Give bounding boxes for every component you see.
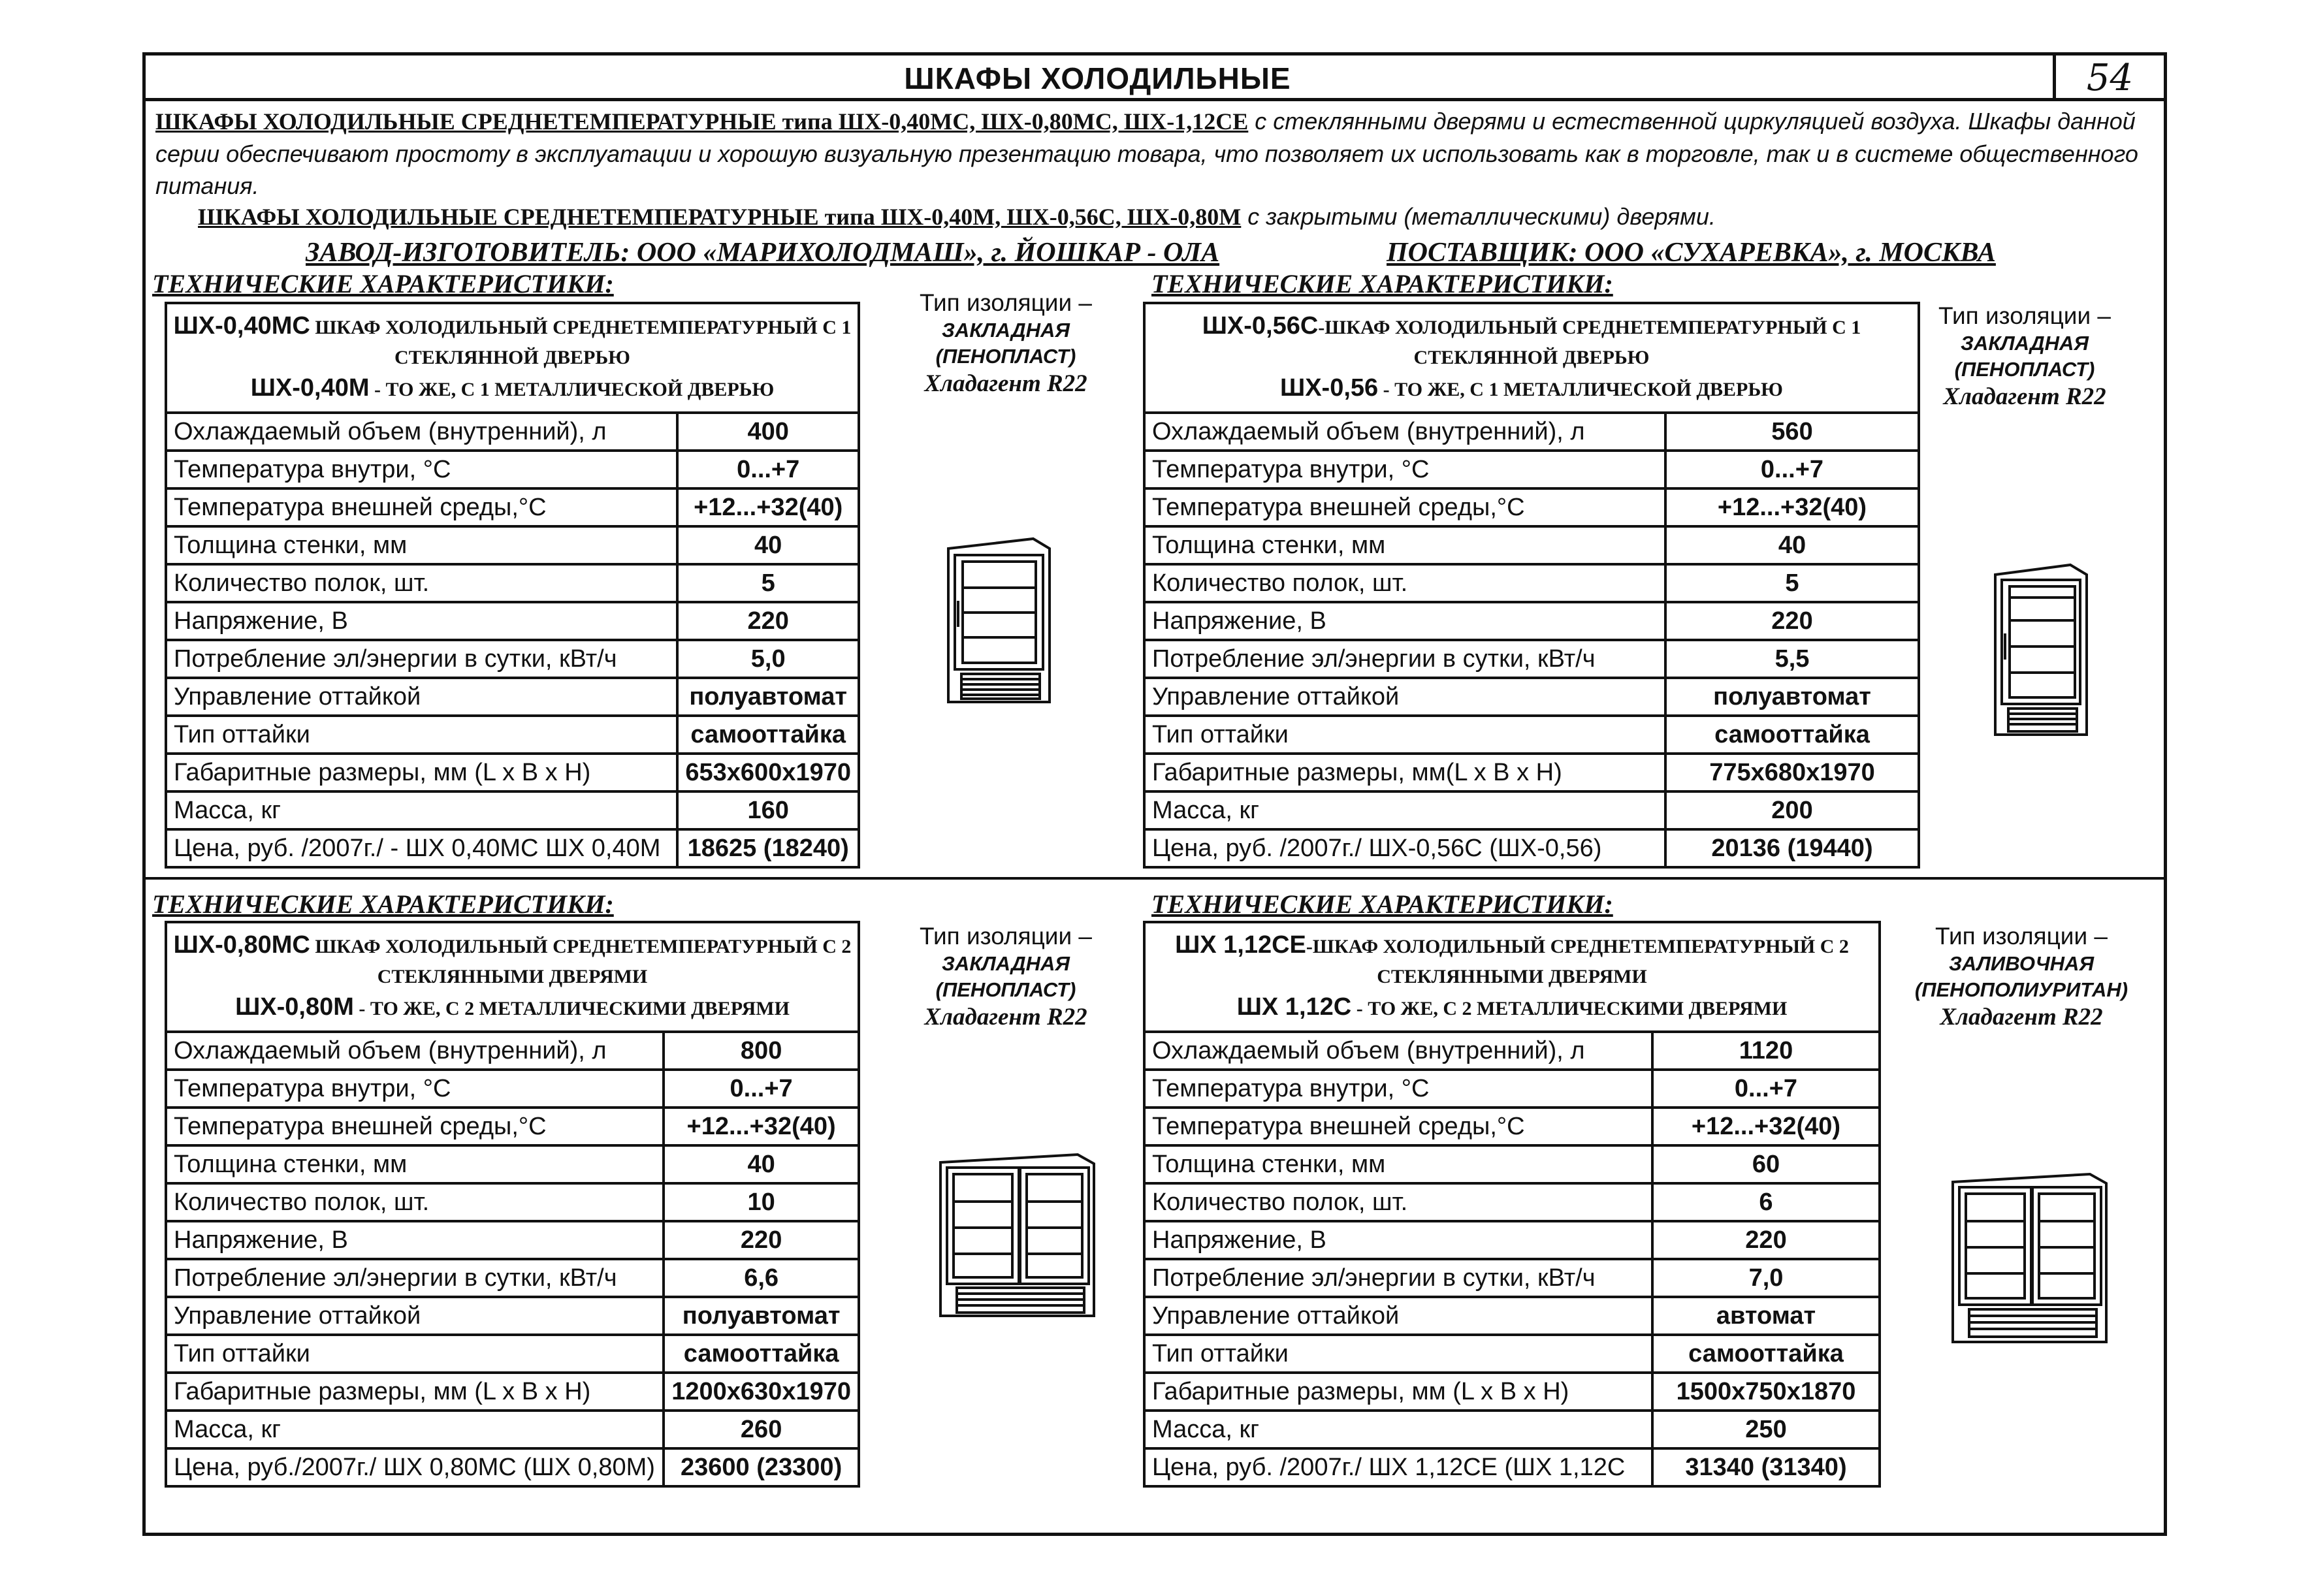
spec-label: Температура внутри, °С [166, 451, 677, 488]
spec-value: 560 [1665, 413, 1919, 451]
label-text: ЗАКЛАДНАЯ [942, 319, 1070, 342]
spec-value: 775x680x1970 [1665, 754, 1919, 791]
spec-label: Температура внешней среды,°С [1144, 488, 1665, 526]
intro-text-2: с закрытыми (металлическими) дверями. [1241, 203, 1716, 230]
page-number: 54 [2086, 57, 2134, 99]
spec-value: 0...+7 [1652, 1070, 1880, 1108]
spec-row [1144, 488, 1919, 526]
title-row [146, 56, 2164, 101]
label-text: ШХ 1,12С [1236, 993, 1352, 1021]
spec-value: 1120 [1652, 1032, 1880, 1070]
spec-value: 6 [1652, 1183, 1880, 1221]
spec-label: Температура внешней среды,°С [166, 1108, 664, 1145]
label-text: Тип изоляции – [1935, 923, 2108, 950]
spec-label: Управление оттайкой [166, 678, 677, 716]
spec-label: Температура внешней среды,°С [1144, 1108, 1652, 1145]
spec-value: 31340 (31340) [1652, 1448, 1880, 1486]
spec-value: 10 [664, 1183, 859, 1221]
spec-label: Потребление эл/энергии в сутки, кВт/ч [166, 1259, 664, 1297]
spec-label: Потребление эл/энергии в сутки, кВт/ч [1144, 640, 1665, 678]
spec-row [1144, 1221, 1880, 1259]
spec-label: Напряжение, В [166, 1221, 664, 1259]
spec-label: Количество полок, шт. [166, 564, 677, 602]
spec-row [166, 526, 859, 564]
spec-value: 400 [677, 413, 859, 451]
spec-label: Тип оттайки [166, 716, 677, 754]
spec-value: 800 [664, 1032, 859, 1070]
spec-value: полуавтомат [1665, 678, 1919, 716]
label-text: ШХ-0,80М [235, 993, 354, 1021]
spec-row [1144, 640, 1919, 678]
spec-label: Температура внутри, °С [166, 1070, 664, 1108]
section-heading: ТЕХНИЧЕСКИЕ ХАРАКТЕРИСТИКИ: [152, 889, 614, 919]
label-text: ШХ-0,40М [250, 374, 370, 402]
spec-label: Напряжение, В [1144, 1221, 1652, 1259]
label-text: - ТО ЖЕ, С 1 МЕТАЛЛИЧЕСКОЙ ДВЕРЬЮ [1378, 379, 1783, 400]
spec-value: 0...+7 [1665, 451, 1919, 488]
spec-row [166, 1070, 859, 1108]
single-door-cabinet-image [1985, 562, 2096, 744]
label-text: ШХ-0,80МС [173, 931, 310, 959]
label-text: (ПЕНОПОЛИУРИТАН) [1914, 978, 2128, 1001]
page-title: ШКАФЫ ХОЛОДИЛЬНЫЕ [904, 61, 1291, 95]
label-text: ЗАКЛАДНАЯ [1961, 332, 2089, 355]
spec-value: полуавтомат [664, 1297, 859, 1335]
spec-label: Охлаждаемый объем (внутренний), л [166, 1032, 664, 1070]
spec-row [166, 1032, 859, 1070]
spec-row [1144, 754, 1919, 791]
spec-value: 1500x750x1870 [1652, 1373, 1880, 1411]
spec-label: Цена, руб. /2007г./ - ШХ 0,40МС ШХ 0,40М [166, 829, 677, 867]
intro-heading-1: ШКАФЫ ХОЛОДИЛЬНЫЕ СРЕДНЕТЕМПЕРАТУРНЫЕ типа ШХ-0,40МС, ШХ-0,80МС, ШХ-1,12СЕ [155, 108, 1249, 135]
double-door-cabinet-image [1943, 1169, 2113, 1352]
spec-label: Тип оттайки [1144, 716, 1665, 754]
spec-row [1144, 526, 1919, 564]
spec-row [1144, 1145, 1880, 1183]
spec-row [1144, 1070, 1880, 1108]
spec-value: самооттайка [664, 1335, 859, 1373]
spec-label: Управление оттайкой [1144, 678, 1665, 716]
label-text: Хладагент R22 [1943, 383, 2106, 410]
label-text: ШХ-0,56 [1280, 374, 1379, 402]
spec-value: 6,6 [664, 1259, 859, 1297]
spec-label: Температура внешней среды,°С [166, 488, 677, 526]
spec-label: Цена, руб./2007г./ ШХ 0,80МС (ШХ 0,80М) [166, 1448, 664, 1486]
manufacturer: ЗАВОД-ИЗГОТОВИТЕЛЬ: ООО «МАРИХОЛОДМАШ», г. ЙОШКАР - ОЛА [306, 238, 1220, 268]
section-divider [146, 877, 2164, 880]
spec-row [1144, 829, 1919, 867]
section-heading: ТЕХНИЧЕСКИЕ ХАРАКТЕРИСТИКИ: [1151, 269, 1613, 298]
label-text: Хладагент R22 [924, 1004, 1087, 1030]
spec-value: 250 [1652, 1411, 1880, 1448]
intro-paragraph-2 [198, 200, 2200, 233]
label-text: Тип изоляции – [1938, 302, 2111, 329]
spec-value: 220 [677, 602, 859, 640]
spec-row [166, 1145, 859, 1183]
spec-value: 18625 (18240) [677, 829, 859, 867]
spec-label: Напряжение, В [166, 602, 677, 640]
spec-row [1144, 678, 1919, 716]
intro-heading-2: ШКАФЫ ХОЛОДИЛЬНЫЕ СРЕДНЕТЕМПЕРАТУРНЫЕ типа ШХ-0,40М, ШХ-0,56С, ШХ-0,80М [198, 204, 1242, 230]
spec-row [166, 1297, 859, 1335]
insulation-note [875, 922, 1136, 1032]
spec-row [166, 1259, 859, 1297]
spec-value: 20136 (19440) [1665, 829, 1919, 867]
spec-value: 5 [677, 564, 859, 602]
spec-row [1144, 791, 1919, 829]
spec-row [166, 1221, 859, 1259]
insulation-note [1917, 302, 2132, 411]
spec-value: самооттайка [1652, 1335, 1880, 1373]
spec-label: Охлаждаемый объем (внутренний), л [1144, 1032, 1652, 1070]
spec-label: Габаритные размеры, мм (L x B x H) [1144, 1373, 1652, 1411]
spec-label: Толщина стенки, мм [166, 526, 677, 564]
spec-label: Напряжение, В [1144, 602, 1665, 640]
label-text: (ПЕНОПЛАСТ) [935, 978, 1076, 1001]
spec-value: 5,0 [677, 640, 859, 678]
spec-label: Охлаждаемый объем (внутренний), л [1144, 413, 1665, 451]
spec-row [166, 754, 859, 791]
spec-row [1144, 1108, 1880, 1145]
spec-label: Потребление эл/энергии в сутки, кВт/ч [1144, 1259, 1652, 1297]
spec-label: Тип оттайки [166, 1335, 664, 1373]
spec-row [166, 413, 859, 451]
spec-label: Охлаждаемый объем (внутренний), л [166, 413, 677, 451]
spec-value: 23600 (23300) [664, 1448, 859, 1486]
label-text: ШХ-0,40МС [173, 312, 310, 340]
spec-row [1144, 1259, 1880, 1297]
spec-value: +12...+32(40) [1652, 1108, 1880, 1145]
spec-label: Масса, кг [1144, 791, 1665, 829]
spec-label: Габаритные размеры, мм (L x B x H) [166, 754, 677, 791]
intro-text-1: с стеклянными дверями и естественной циркуляцией воздуха. Шкафы данной серии обеспечивают простоту в эксплуатации и хорошую визуальную презентацию товара, что позволяет их использовать как в торговле, так и в системе общественного питания. [155, 108, 2138, 199]
spec-value: 40 [1665, 526, 1919, 564]
spec-value: 200 [1665, 791, 1919, 829]
page-number-box [2053, 56, 2164, 98]
label-text: - ТО ЖЕ, С 1 МЕТАЛЛИЧЕСКОЙ ДВЕРЬЮ [369, 379, 775, 400]
spec-table-header [1144, 303, 1919, 413]
spec-value: автомат [1652, 1297, 1880, 1335]
spec-row [166, 1373, 859, 1411]
section-heading: ТЕХНИЧЕСКИЕ ХАРАКТЕРИСТИКИ: [152, 269, 614, 298]
spec-row [166, 564, 859, 602]
spec-value: 7,0 [1652, 1259, 1880, 1297]
label-text: ШКАФ ХОЛОДИЛЬНЫЙ СРЕДНЕТЕМПЕРАТУРНЫЙ С 1 СТЕКЛЯННОЙ ДВЕРЬЮ [310, 317, 852, 368]
label-text: ШХ-0,56С [1202, 312, 1319, 340]
spec-row [1144, 1373, 1880, 1411]
spec-value: +12...+32(40) [677, 488, 859, 526]
spec-label: Габаритные размеры, мм(L x B x H) [1144, 754, 1665, 791]
spec-table-sh-056 [1143, 302, 1920, 869]
spec-row [1144, 1335, 1880, 1373]
insulation-note [875, 289, 1136, 398]
spec-row [1144, 602, 1919, 640]
spec-value: +12...+32(40) [664, 1108, 859, 1145]
spec-value: 1200x630x1970 [664, 1373, 859, 1411]
spec-value: 0...+7 [677, 451, 859, 488]
spec-row [1144, 1297, 1880, 1335]
spec-value: +12...+32(40) [1665, 488, 1919, 526]
spec-row [166, 602, 859, 640]
label-text: (ПЕНОПЛАСТ) [935, 345, 1076, 368]
spec-value: 220 [1652, 1221, 1880, 1259]
spec-value: полуавтомат [677, 678, 859, 716]
label-text: - ТО ЖЕ, С 2 МЕТАЛЛИЧЕСКИМИ ДВЕРЯМИ [1351, 998, 1788, 1019]
spec-row [1144, 413, 1919, 451]
spec-value: 260 [664, 1411, 859, 1448]
label-text: - ТО ЖЕ, С 2 МЕТАЛЛИЧЕСКИМИ ДВЕРЯМИ [353, 998, 790, 1019]
spec-row [166, 451, 859, 488]
spec-row [166, 791, 859, 829]
spec-table-header [166, 922, 859, 1032]
spec-label: Температура внутри, °С [1144, 1070, 1652, 1108]
spec-row [166, 1183, 859, 1221]
supplier: ПОСТАВЩИК: ООО «СУХАРЕВКА», г. МОСКВА [1387, 238, 1996, 268]
spec-row [1144, 451, 1919, 488]
spec-label: Цена, руб. /2007г./ ШХ-0,56С (ШХ-0,56) [1144, 829, 1665, 867]
spec-label: Управление оттайкой [1144, 1297, 1652, 1335]
label-text: (ПЕНОПЛАСТ) [1954, 358, 2095, 381]
spec-value: самооттайка [1665, 716, 1919, 754]
spec-row [1144, 1448, 1880, 1486]
spec-value: 40 [664, 1145, 859, 1183]
spec-row [166, 1448, 859, 1486]
label-text: ЗАЛИВОЧНАЯ [1948, 952, 2095, 975]
spec-label: Толщина стенки, мм [1144, 526, 1665, 564]
spec-row [166, 640, 859, 678]
spec-table-sh-040 [165, 302, 860, 869]
spec-label: Цена, руб. /2007г./ ШХ 1,12СЕ (ШХ 1,12С [1144, 1448, 1652, 1486]
spec-row [1144, 564, 1919, 602]
spec-label: Габаритные размеры, мм (L x B x H) [166, 1373, 664, 1411]
spec-label: Масса, кг [166, 1411, 664, 1448]
label-text: -ШКАФ ХОЛОДИЛЬНЫЙ СРЕДНЕТЕМПЕРАТУРНЫЙ С 1 СТЕКЛЯННОЙ ДВЕРЬЮ [1318, 317, 1861, 368]
spec-row [166, 1108, 859, 1145]
spec-row [166, 1335, 859, 1373]
spec-value: 220 [1665, 602, 1919, 640]
spec-label: Количество полок, шт. [166, 1183, 664, 1221]
spec-row [166, 716, 859, 754]
spec-table-header [166, 303, 859, 413]
spec-label: Температура внутри, °С [1144, 451, 1665, 488]
section-heading: ТЕХНИЧЕСКИЕ ХАРАКТЕРИСТИКИ: [1151, 889, 1613, 919]
spec-row [1144, 1183, 1880, 1221]
spec-value: самооттайка [677, 716, 859, 754]
spec-label: Количество полок, шт. [1144, 564, 1665, 602]
spec-row [166, 1411, 859, 1448]
spec-row [1144, 1411, 1880, 1448]
spec-row [166, 829, 859, 867]
label-text: -ШКАФ ХОЛОДИЛЬНЫЙ СРЕДНЕТЕМПЕРАТУРНЫЙ С 2 СТЕКЛЯННЫМИ ДВЕРЯМИ [1306, 936, 1849, 987]
intro-paragraph-1 [155, 105, 2157, 202]
label-text: Хладагент R22 [924, 370, 1087, 397]
label-text: Тип изоляции – [920, 923, 1092, 950]
spec-value: 0...+7 [664, 1070, 859, 1108]
spec-label: Потребление эл/энергии в сутки, кВт/ч [166, 640, 677, 678]
spec-row [1144, 716, 1919, 754]
spec-value: 160 [677, 791, 859, 829]
spec-label: Количество полок, шт. [1144, 1183, 1652, 1221]
label-text: Тип изоляции – [920, 289, 1092, 316]
double-door-cabinet-image [931, 1149, 1100, 1326]
spec-table-header [1144, 922, 1880, 1032]
spec-label: Управление оттайкой [166, 1297, 664, 1335]
single-door-cabinet-image [935, 535, 1059, 712]
spec-label: Масса, кг [166, 791, 677, 829]
spec-row [166, 678, 859, 716]
label-text: Хладагент R22 [1940, 1004, 2103, 1030]
spec-label: Толщина стенки, мм [1144, 1145, 1652, 1183]
label-text: ШКАФ ХОЛОДИЛЬНЫЙ СРЕДНЕТЕМПЕРАТУРНЫЙ С 2 СТЕКЛЯННЫМИ ДВЕРЯМИ [310, 936, 852, 987]
spec-label: Масса, кг [1144, 1411, 1652, 1448]
spec-value: 220 [664, 1221, 859, 1259]
spec-table-sh-112 [1143, 921, 1881, 1488]
spec-label: Тип оттайки [1144, 1335, 1652, 1373]
spec-value: 5,5 [1665, 640, 1919, 678]
spec-label: Толщина стенки, мм [166, 1145, 664, 1183]
spec-value: 5 [1665, 564, 1919, 602]
label-text: ШХ 1,12СЕ [1175, 931, 1306, 959]
spec-table-sh-080 [165, 921, 860, 1488]
spec-row [166, 488, 859, 526]
label-text: ЗАКЛАДНАЯ [942, 952, 1070, 975]
spec-value: 653x600x1970 [677, 754, 859, 791]
spec-row [1144, 1032, 1880, 1070]
spec-value: 60 [1652, 1145, 1880, 1183]
insulation-note [1894, 922, 2149, 1032]
spec-value: 40 [677, 526, 859, 564]
